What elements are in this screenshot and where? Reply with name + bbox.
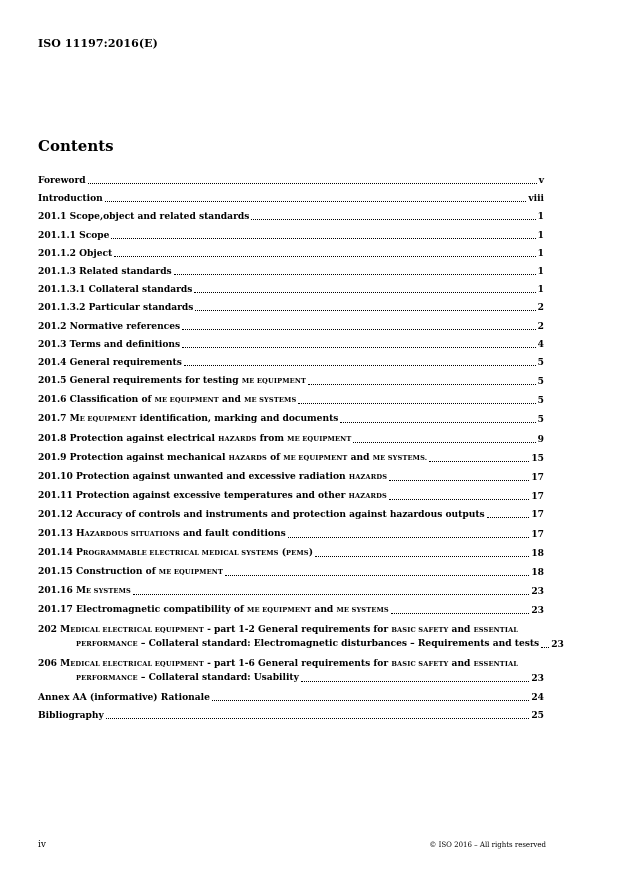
small-caps-term: ME SYSTEMS xyxy=(244,396,297,405)
toc-text-segment: 201.4 General requirements xyxy=(38,356,182,368)
toc-page-number: 17 xyxy=(531,528,544,540)
toc-entry[interactable] xyxy=(38,658,544,684)
page-number: iv xyxy=(38,840,46,850)
small-caps-term: ME EQUIPMENT xyxy=(241,377,307,386)
toc-page-number: 1 xyxy=(537,265,544,277)
toc-page-number: viii xyxy=(528,193,544,205)
toc-entry-title xyxy=(38,339,180,350)
dot-leader xyxy=(251,219,535,220)
toc-text-segment: from xyxy=(256,432,288,444)
toc-text-segment: 201.3 Terms and definitions xyxy=(38,338,181,350)
toc-page-number: 15 xyxy=(531,452,544,464)
toc-entry[interactable] xyxy=(38,604,544,616)
toc-text-segment: – Collateral standard: Usability xyxy=(137,671,299,683)
small-caps-term: EDICAL ELECTRICAL EQUIPMENT xyxy=(70,659,204,668)
toc-entry-title xyxy=(38,585,131,597)
dot-leader xyxy=(105,201,527,202)
dot-leader xyxy=(288,537,530,538)
small-caps-term: HAZARDS xyxy=(228,453,267,462)
toc-entry-title xyxy=(38,692,210,703)
toc-text-segment: 201.16 M xyxy=(38,585,87,597)
toc-text-segment: 201.11 Protection against excessive temperatures and other xyxy=(38,490,349,502)
toc-text-segment: identification, marking and documents xyxy=(136,413,339,425)
small-caps-term: EDICAL ELECTRICAL EQUIPMENT xyxy=(70,625,204,634)
small-caps-term: HAZARDS xyxy=(348,473,388,481)
toc-text-segment: ) xyxy=(308,546,313,558)
toc-page-number: 24 xyxy=(531,691,544,703)
toc-entry-title xyxy=(38,248,112,259)
toc-entry[interactable] xyxy=(38,193,544,204)
toc-entry[interactable] xyxy=(38,248,544,259)
toc-entry[interactable] xyxy=(38,357,544,368)
toc-text-segment: 201.12 Accuracy of controls and instruments and protection against hazardous outputs xyxy=(38,509,485,521)
toc-entry[interactable] xyxy=(38,490,544,502)
toc-entry-title xyxy=(38,375,306,387)
small-caps-term: PERFORMANCE xyxy=(76,639,138,648)
dot-leader xyxy=(182,329,536,330)
toc-entry-title xyxy=(38,211,249,222)
page-title: Contents xyxy=(38,137,114,155)
dot-leader xyxy=(182,347,536,348)
table-of-contents xyxy=(38,175,564,728)
small-caps-term: ESSENTIAL xyxy=(473,625,519,634)
dot-leader xyxy=(225,575,529,576)
toc-text-segment: 201.1.1 Scope xyxy=(38,229,110,241)
toc-entry[interactable] xyxy=(38,692,544,703)
toc-page-number: 23 xyxy=(531,605,544,617)
toc-entry[interactable] xyxy=(38,230,544,241)
dot-leader xyxy=(133,594,529,595)
dot-leader xyxy=(301,681,529,682)
dot-leader xyxy=(541,647,549,648)
toc-page-number: 2 xyxy=(537,302,544,314)
toc-text-segment: and xyxy=(347,451,373,463)
toc-page-number: 17 xyxy=(531,472,544,483)
toc-page-number: 23 xyxy=(551,638,564,650)
toc-entry-title xyxy=(38,471,387,483)
toc-entry-title xyxy=(38,566,223,578)
copyright-notice: © ISO 2016 – All rights reserved xyxy=(429,841,546,849)
toc-text-segment: – Collateral standard: Electromagnetic disturbances – Requirements and tests xyxy=(137,637,540,649)
toc-entry[interactable] xyxy=(38,528,544,540)
dot-leader xyxy=(308,384,536,385)
toc-text-segment: 201.9 Protection against mechanical xyxy=(38,451,229,463)
toc-entry[interactable] xyxy=(38,413,544,425)
dot-leader xyxy=(88,183,537,184)
small-caps-term: ME EQUIPMENT xyxy=(158,567,224,576)
toc-page-number: 17 xyxy=(531,491,544,503)
dot-leader xyxy=(340,422,535,423)
toc-text-segment: 201.10 Protection against unwanted and excessive radiation xyxy=(38,471,349,482)
toc-entry-title xyxy=(38,638,539,650)
small-caps-term: HAZARDS xyxy=(348,492,387,501)
small-caps-term: BASIC SAFETY xyxy=(391,625,449,634)
toc-page-number: 5 xyxy=(537,356,544,368)
toc-text-segment: 201.1.3.2 Particular standards xyxy=(38,302,194,314)
toc-text-segment: of xyxy=(266,451,284,463)
toc-entry-title xyxy=(38,604,389,616)
toc-page-number: 5 xyxy=(537,376,544,388)
toc-text-segment: - part 1-2 General requirements for xyxy=(203,623,392,635)
small-caps-term: ME EQUIPMENT xyxy=(247,606,312,615)
dot-leader xyxy=(298,403,535,404)
toc-page-number: 17 xyxy=(531,509,544,521)
toc-page-number: 23 xyxy=(531,672,544,684)
toc-text-segment: 201.17 Electromagnetic compatibility of xyxy=(38,604,248,616)
toc-entry-title xyxy=(38,452,427,464)
toc-entry[interactable] xyxy=(38,321,544,332)
small-caps-term: PEMS xyxy=(286,548,309,557)
toc-text-segment: ( xyxy=(278,546,287,558)
small-caps-term: PERFORMANCE xyxy=(76,673,138,682)
toc-entry-title xyxy=(38,509,485,520)
toc-page-number: 5 xyxy=(537,395,544,407)
toc-page-number: 5 xyxy=(537,414,544,426)
toc-text-segment: 201.1.3.1 Collateral standards xyxy=(38,284,193,296)
toc-text-segment: 201.15 Construction of xyxy=(38,565,159,577)
toc-entry[interactable] xyxy=(38,452,544,464)
small-caps-term: ME SYSTEMS. xyxy=(372,453,428,462)
small-caps-term: HAZARDS xyxy=(218,434,257,443)
toc-text-segment: 201.1 Scope,object and related standards xyxy=(38,211,250,223)
toc-entry[interactable] xyxy=(38,566,544,578)
toc-text-segment: 201.1.2 Object xyxy=(38,247,113,259)
dot-leader xyxy=(389,480,529,481)
toc-text-segment: and xyxy=(311,604,337,616)
toc-entry[interactable] xyxy=(38,339,544,350)
toc-entry-title xyxy=(38,193,103,204)
toc-entry-title xyxy=(38,528,286,540)
toc-entry[interactable] xyxy=(38,375,544,387)
small-caps-term: ME EQUIPMENT xyxy=(287,434,352,443)
toc-text-segment: 201.2 Normative references xyxy=(38,320,181,332)
toc-entry[interactable] xyxy=(38,211,544,222)
dot-leader xyxy=(429,461,529,462)
toc-text-segment: and fault conditions xyxy=(179,527,286,539)
toc-entry-title xyxy=(38,672,299,684)
toc-entry[interactable] xyxy=(38,266,544,277)
toc-entry-title xyxy=(38,175,86,186)
small-caps-term: ME SYSTEMS xyxy=(336,606,389,615)
toc-text-segment: 202 M xyxy=(38,623,71,635)
toc-page-number: 1 xyxy=(537,247,544,259)
toc-entry-title-line1 xyxy=(38,624,518,636)
toc-entry-title xyxy=(38,321,180,332)
toc-entry[interactable] xyxy=(38,302,544,313)
dot-leader xyxy=(184,365,536,366)
toc-text-segment: 201.7 M xyxy=(38,413,80,425)
toc-entry[interactable] xyxy=(38,710,544,721)
toc-page-number: 2 xyxy=(537,320,544,332)
small-caps-term: ESSENTIAL xyxy=(473,659,519,668)
toc-text-segment: and xyxy=(448,657,474,669)
toc-entry-title xyxy=(38,357,182,368)
toc-entry-title xyxy=(38,490,387,502)
toc-text-segment: Annex AA (informative) Rationale xyxy=(38,691,210,703)
toc-page-number: 1 xyxy=(537,284,544,296)
toc-page-number: 23 xyxy=(531,586,544,598)
toc-text-segment: Introduction xyxy=(38,193,103,205)
small-caps-term: ME EQUIPMENT xyxy=(283,453,348,462)
toc-entry[interactable] xyxy=(38,175,544,186)
toc-text-segment: 206 M xyxy=(38,657,71,669)
toc-text-segment: Bibliography xyxy=(38,709,104,721)
toc-entry-title xyxy=(38,413,338,425)
small-caps-term: AZARDOUS SITUATIONS xyxy=(84,529,180,538)
small-caps-term: E EQUIPMENT xyxy=(79,415,137,424)
dot-leader xyxy=(353,442,535,443)
toc-entry[interactable] xyxy=(38,394,544,406)
toc-page-number: 18 xyxy=(531,547,544,559)
dot-leader xyxy=(111,238,535,239)
toc-entry-title xyxy=(38,230,109,241)
toc-text-segment: and xyxy=(218,394,245,406)
toc-page-number: 25 xyxy=(531,709,544,721)
toc-entry[interactable] xyxy=(38,509,544,520)
toc-entry[interactable] xyxy=(38,547,544,559)
toc-text-segment: 201.14 P xyxy=(38,546,83,558)
toc-page-number: 9 xyxy=(537,433,544,445)
small-caps-term: E SYSTEMS xyxy=(86,587,131,596)
toc-text-segment: and xyxy=(448,623,474,635)
toc-entry[interactable] xyxy=(38,284,544,295)
small-caps-term: ROGRAMMABLE ELECTRICAL MEDICAL SYSTEMS xyxy=(82,548,279,557)
toc-page-number: 18 xyxy=(531,566,544,578)
toc-entry-title xyxy=(38,547,313,559)
toc-entry[interactable] xyxy=(38,585,544,597)
dot-leader xyxy=(174,274,536,275)
toc-text-segment: - part 1-6 General requirements for xyxy=(203,657,392,669)
toc-text-segment: 201.5 General requirements for testing xyxy=(38,375,242,387)
toc-text-segment: Foreword xyxy=(38,175,86,186)
toc-text-segment: 201.13 H xyxy=(38,527,85,539)
toc-entry-title xyxy=(38,266,172,277)
toc-text-segment: 201.8 Protection against electrical xyxy=(38,432,219,444)
dot-leader xyxy=(389,499,529,500)
toc-page-number: 4 xyxy=(537,338,544,350)
toc-entry-title xyxy=(38,394,296,406)
dot-leader xyxy=(106,718,530,719)
dot-leader xyxy=(487,517,530,518)
toc-entry-title xyxy=(38,302,193,313)
toc-entry-title xyxy=(38,284,192,295)
toc-entry[interactable] xyxy=(38,471,544,483)
dot-leader xyxy=(212,700,529,701)
dot-leader xyxy=(114,256,535,257)
small-caps-term: BASIC SAFETY xyxy=(391,659,449,668)
toc-page-number: 1 xyxy=(537,229,544,241)
toc-entry-title xyxy=(38,433,351,445)
toc-entry[interactable] xyxy=(38,623,564,650)
dot-leader xyxy=(391,613,530,614)
toc-text-segment: 201.1.3 Related standards xyxy=(38,265,172,277)
toc-entry-title xyxy=(38,710,104,721)
dot-leader xyxy=(195,310,535,311)
dot-leader xyxy=(315,556,529,557)
document-id: ISO 11197:2016(E) xyxy=(38,37,158,50)
toc-entry[interactable] xyxy=(38,433,544,445)
toc-page-number: 1 xyxy=(537,211,544,223)
small-caps-term: ME EQUIPMENT xyxy=(154,396,219,405)
toc-text-segment: 201.6 Classification of xyxy=(38,394,155,406)
dot-leader xyxy=(194,292,535,293)
toc-entry-title-line1 xyxy=(38,658,518,670)
toc-page-number: v xyxy=(538,175,544,186)
